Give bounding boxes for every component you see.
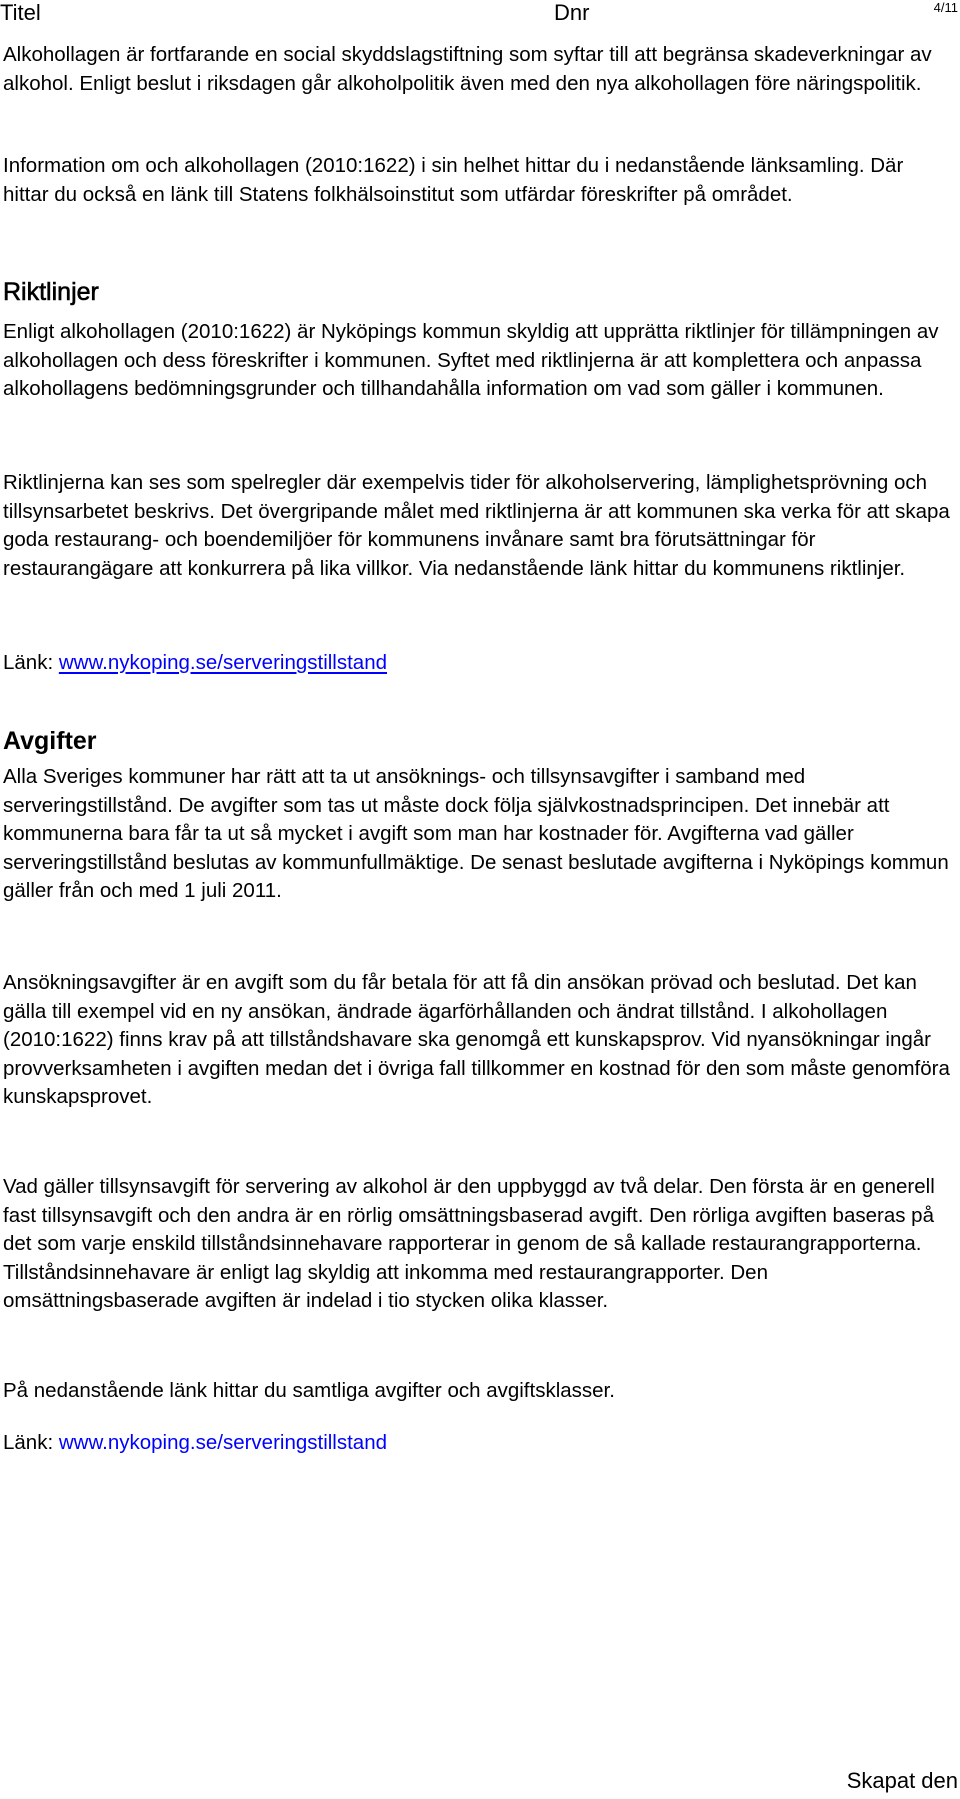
avgifter-section (3, 725, 953, 757)
avgifter-paragraph-4: På nedanstående länk hittar du samtliga avgifter och avgiftsklasser. (3, 1379, 615, 1402)
avgifter-link-row (3, 1429, 953, 1458)
avgifter-body-3 (3, 1173, 953, 1316)
riktlinjer-section (3, 276, 953, 308)
document-title: Titel (0, 0, 41, 25)
link-label: Länk: (3, 651, 59, 674)
intro-paragraph-1: Alkohollagen är fortfarande en social skyddslagstiftning som syftar till att begränsa skadeverkningar av alkohol. Enligt beslut i riksdagen går alkoholpolitik även med den nya alkohollagen före näringspolitik. (3, 43, 932, 95)
avgifter-heading: Avgifter (3, 727, 97, 755)
riktlinjer-body-1 (3, 318, 953, 404)
footer-created: Skapat den (846, 1768, 958, 1793)
avgifter-paragraph-1: Alla Sveriges kommuner har rätt att ta ut ansöknings- och tillsynsavgifter i samband med serveringstillstånd. De avgifter som tas ut måste dock följa självkostnadsprincipen. Det innebär att kommunerna bara får ta ut så mycket i avgift som man har kostnader för. Avgifterna vad gäller serveringstillstånd beslutas av kommunfullmäktige. De senast beslutade avgifterna i Nyköpings kommun gäller från och med 1 juli 2011. (3, 765, 949, 903)
avgifter-body-1 (3, 763, 953, 906)
avgifter-body-2 (3, 969, 953, 1112)
riktlinjer-heading: Riktlinjer (3, 278, 99, 306)
avgifter-paragraph-3: Vad gäller tillsynsavgift för servering av alkohol är den uppbyggd av två delar. Den första är en generell fast tillsynsavgift och den andra är en rörlig omsättningsbaserad avgift. Den rörliga avgiften baseras på det som varje enskild tillståndsinnehavare rapporterar in genom de så kallade restaurangrapporterna. Tillståndsinnehavare är enligt lag skyldig att inkomma med restaurangrapporter. Den omsättningsbaserade avgiften är indelad i tio stycken olika klasser. (3, 1175, 935, 1313)
page-number: 4/11 (933, 0, 958, 15)
link-label: Länk: (3, 1431, 59, 1454)
intro-section (3, 41, 953, 98)
intro-paragraph-2: Information om och alkohollagen (2010:1622) i sin helhet hittar du i nedanstående länksamling. Där hittar du också en länk till Statens folkhälsoinstitut som utfärdar föreskrifter på området. (3, 154, 904, 206)
intro-section-2 (3, 152, 953, 209)
riktlinjer-body-2 (3, 469, 953, 583)
riktlinjer-paragraph-1: Enligt alkohollagen (2010:1622) är Nyköpings kommun skyldig att upprätta riktlinjer för tillämpningen av alkohollagen och dess föreskrifter i kommunen. Syftet med riktlinjerna är att komplettera och anpassa alkohollagens bedömningsgrunder och tillhandahålla information om vad som gäller i kommunen. (3, 320, 939, 401)
avgifter-paragraph-2: Ansökningsavgifter är en avgift som du får betala för att få din ansökan prövad och beslutad. Det kan gälla till exempel vid en ny ansökan, ändrade ägarförhållanden och ändrat tillstånd. I alkohollagen (2010:1622) finns krav på att tillståndshavare ska genomgå ett kunskapsprov. Vid nyansökningar ingår provverksamheten i avgiften medan det i övriga fall tillkommer en kostnad för den som måste genomföra kunskapsprovet. (3, 971, 950, 1109)
serveringstillstand-link-2[interactable]: www.nykoping.se/serveringstillstand (58, 1431, 388, 1454)
riktlinjer-paragraph-2: Riktlinjerna kan ses som spelregler där exempelvis tider för alkoholservering, lämplighetsprövning och tillsynsarbetet beskrivs. Det övergripande målet med riktlinjerna är att kommunen ska verka för att skapa goda restaurang- och boendemiljöer för kommunens invånare samt bra förutsättningar för restaurangägare att konkurrera på lika villkor. Via nedanstående länk hittar du kommunens riktlinjer. (3, 471, 950, 580)
document-dnr: Dnr (554, 0, 590, 25)
avgifter-body-4 (3, 1377, 953, 1406)
serveringstillstand-link[interactable]: www.nykoping.se/serveringstillstand (58, 651, 388, 674)
riktlinjer-link-row (3, 649, 953, 678)
